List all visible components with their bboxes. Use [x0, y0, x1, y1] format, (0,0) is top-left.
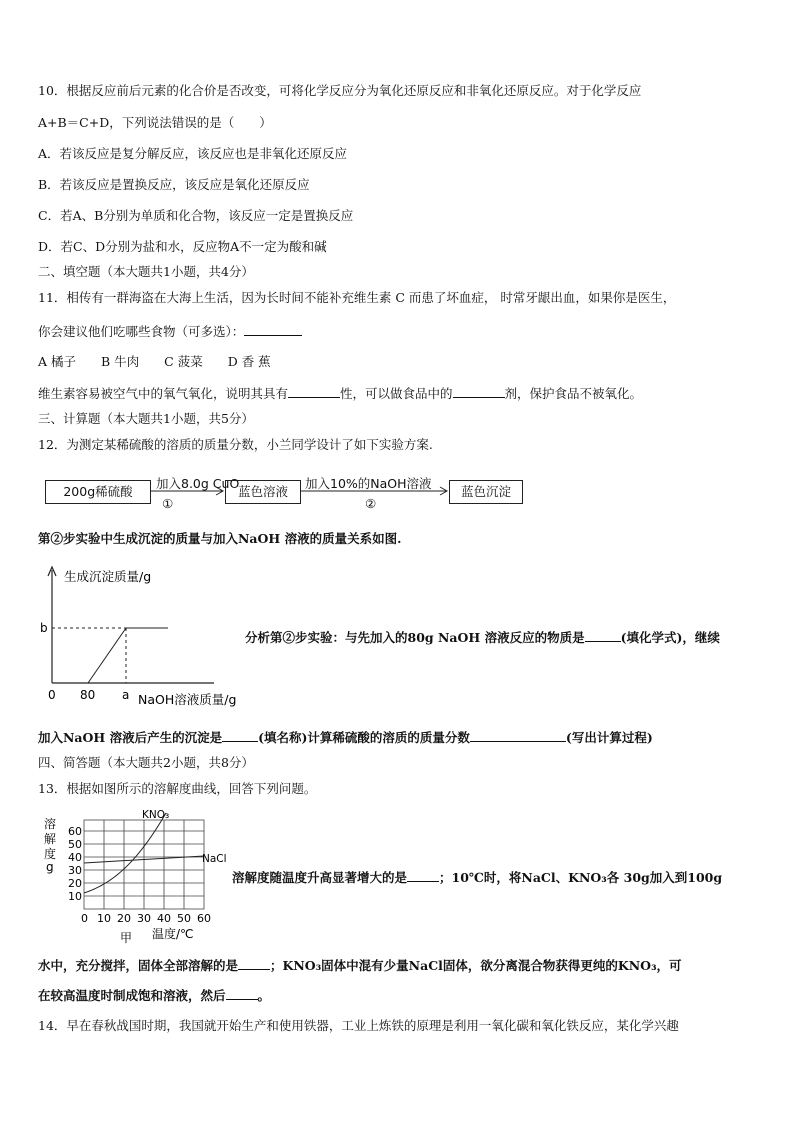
q13-line3-b: 。	[257, 988, 271, 1003]
q11-line4	[38, 385, 642, 402]
q13-line3	[38, 987, 270, 1004]
chart-xtick-30: 30	[137, 912, 151, 925]
section-3-heading: 三、计算题（本大题共1小题，共5分）	[38, 411, 254, 426]
chart-xtick-20: 20	[117, 912, 131, 925]
chart-ylabel-1: 溶	[44, 817, 57, 831]
q10-equation: A+B＝C+D，下列说法错误的是（ ）	[38, 115, 272, 130]
answer-blank[interactable]	[453, 385, 505, 398]
answer-blank[interactable]	[585, 629, 621, 642]
q10-option-a: A．若该反应是复分解反应，该反应也是非氧化还原反应	[38, 146, 348, 161]
answer-blank[interactable]	[226, 987, 258, 1000]
answer-blank[interactable]	[238, 957, 270, 970]
flow-box-sulfuric-acid: 200g稀硫酸	[45, 480, 151, 504]
graph-tick-80: 80	[80, 688, 96, 702]
q12-step2-note: 第②步实验中生成沉淀的质量与加入NaOH 溶液的质量关系如图.	[38, 531, 402, 546]
flow-step-1-mark: ①	[162, 496, 174, 511]
section-2-heading: 二、填空题（本大题共1小题，共4分）	[38, 264, 254, 279]
q10-option-d: D．若C、D分别为盐和水，反应物A不一定为酸和碱	[38, 239, 327, 254]
flow-step-2-mark: ②	[365, 496, 377, 511]
graph-tick-b: b	[40, 621, 48, 635]
q13-line2	[38, 957, 682, 974]
chart-ytick-40: 40	[68, 851, 82, 864]
chart-ytick-10: 10	[68, 890, 82, 903]
chart-ytick-30: 30	[68, 864, 82, 877]
q13-right-a: 溶解度随温度升高显著增大的是	[232, 870, 408, 885]
graph-xlabel: NaOH溶液质量/g	[138, 692, 237, 707]
flow-box-blue-solution: 蓝色溶液	[225, 480, 301, 504]
graph-tick-a: a	[122, 688, 130, 702]
answer-blank[interactable]	[470, 729, 566, 742]
q13-stem: 13．根据如图所示的溶解度曲线，回答下列问题。	[38, 781, 317, 796]
q11-text-a: 维生素容易被空气中的氧气氧化，说明其具有	[38, 386, 289, 401]
q11-prompt: 你会建议他们吃哪些食物（可多选）：	[38, 324, 245, 339]
q13-line2-b: ；KNO₃固体中混有少量NaCl固体，欲分离混合物获得更纯的KNO₃，可	[270, 958, 682, 973]
answer-blank[interactable]	[222, 729, 258, 742]
flow-arrow-1	[150, 486, 226, 496]
q12-continue	[38, 729, 653, 746]
chart-nacl-label: NaCl	[202, 853, 227, 865]
solubility-chart	[42, 808, 232, 944]
q13-line3-a: 在较高温度时制成饱和溶液，然后	[38, 988, 226, 1003]
flow-box-blue-precipitate: 蓝色沉淀	[449, 480, 523, 504]
q14-stem: 14．早在春秋战国时期，我国就开始生产和使用铁器，工业上炼铁的原理是利用一氧化碳和氧化铁反应，某化学兴趣	[38, 1018, 679, 1033]
answer-blank[interactable]	[244, 323, 302, 336]
chart-ytick-50: 50	[68, 838, 82, 851]
chart-ytick-60: 60	[68, 825, 82, 838]
q12-continue-c: (写出计算过程)	[565, 730, 653, 745]
q11-choices: A 橘子 B 牛肉 C 菠菜 D 香 蕉	[38, 354, 271, 369]
chart-xtick-10: 10	[97, 912, 111, 925]
answer-blank[interactable]	[407, 869, 439, 882]
q11-text-c: 剂，保护食品不被氧化。	[504, 386, 643, 401]
graph-origin: 0	[48, 688, 56, 702]
chart-xtick-50: 50	[177, 912, 191, 925]
q10-option-c: C．若A、B分别为单质和化合物，该反应一定是置换反应	[38, 208, 354, 223]
precipitate-graph	[36, 562, 256, 710]
chart-xtick-0: 0	[81, 912, 88, 925]
q12-analysis-tail: (填化学式)，继续	[620, 630, 720, 645]
q12-analysis	[245, 629, 720, 646]
flow-arrow1-label: 加入8.0g CuO	[156, 476, 240, 491]
q12-continue-a: 加入NaOH 溶液后产生的沉淀是	[38, 730, 223, 745]
flow-arrow-2	[300, 486, 450, 496]
chart-xlabel: 温度/℃	[152, 927, 194, 941]
chart-kno3-label: KNO₃	[142, 809, 170, 821]
chart-xtick-60: 60	[197, 912, 211, 925]
q13-right-b: ；10℃时，将NaCl、KNO₃各 30g加入到100g	[439, 870, 723, 885]
chart-ytick-20: 20	[68, 877, 82, 890]
q12-continue-b: (填名称)计算稀硫酸的溶质的质量分数	[258, 730, 470, 745]
flow-arrow2-label: 加入10%的NaOH溶液	[305, 476, 432, 491]
chart-ylabel-4: g	[46, 860, 54, 874]
q11-line1: 11．相传有一群海盗在大海上生活，因为长时间不能补充维生素 C 而患了坏血症， 时常牙龈出血，如果你是医生，	[38, 290, 676, 305]
q12-analysis-text: 分析第②步实验：与先加入的80g NaOH 溶液反应的物质是	[245, 630, 585, 645]
answer-blank[interactable]	[288, 385, 340, 398]
q10-stem: 10．根据反应前后元素的化合价是否改变，可将化学反应分为氧化还原反应和非氧化还原反应。对于化学反应	[38, 83, 642, 98]
q13-right-text	[232, 869, 722, 886]
graph-ylabel: 生成沉淀质量/g	[64, 569, 152, 584]
section-4-heading: 四、简答题（本大题共2小题，共8分）	[38, 755, 254, 770]
chart-ylabel-2: 解	[44, 832, 57, 846]
chart-caption: 甲	[120, 931, 133, 944]
chart-ylabel-3: 度	[44, 847, 57, 861]
chart-xtick-40: 40	[157, 912, 171, 925]
q11-text-b: 性，可以做食品中的	[340, 386, 453, 401]
q10-option-b: B．若该反应是置换反应，该反应是氧化还原反应	[38, 177, 310, 192]
q12-stem: 12．为测定某稀硫酸的溶质的质量分数，小兰同学设计了如下实验方案.	[38, 437, 433, 452]
q13-line2-a: 水中，充分搅拌，固体全部溶解的是	[38, 958, 239, 973]
q11-line2	[38, 323, 302, 340]
